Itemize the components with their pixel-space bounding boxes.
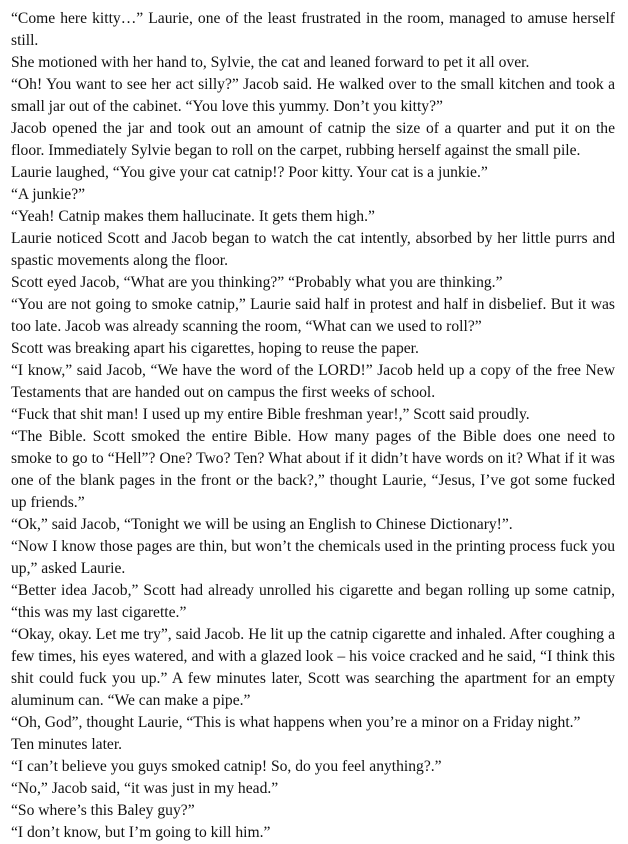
paragraph: “I don’t know, but I’m going to kill him.” <box>11 824 271 841</box>
document-page <box>11 8 615 844</box>
paragraph: “Better idea Jacob,” Scott had already unrolled his cigarette and began rolling up some catnip, “this was my last cigarette.” <box>11 582 615 621</box>
paragraph: She motioned with her hand to, Sylvie, the cat and leaned forward to pet it all over. <box>11 54 530 71</box>
paragraph: “Come here kitty…” Laurie, one of the least frustrated in the room, managed to amuse herself still. <box>11 10 615 49</box>
paragraph: Laurie noticed Scott and Jacob began to watch the cat intently, absorbed by her little purrs and spastic movements along the floor. <box>11 230 615 269</box>
paragraph: “Ok,” said Jacob, “Tonight we will be using an English to Chinese Dictionary!”. <box>11 516 513 533</box>
paragraph: “Now I know those pages are thin, but won’t the chemicals used in the printing process fuck you up,” asked Laurie. <box>11 538 615 577</box>
paragraph: Laurie laughed, “You give your cat catnip!? Poor kitty. Your cat is a junkie.” <box>11 164 488 181</box>
paragraph: “A junkie?” <box>11 186 86 203</box>
paragraph: “The Bible. Scott smoked the entire Bible. How many pages of the Bible does one need to smoke to go to “Hell”? One? Two? Ten? What about if it didn’t have words on it? What if it was one of the blank pages in the front or the back?,” thought Laurie, “Jesus, I’ve got some fucked up friends.” <box>11 428 615 511</box>
paragraph: “I know,” said Jacob, “We have the word of the LORD!” Jacob held up a copy of the free New Testaments that are handed out on campus the first weeks of school. <box>11 362 615 401</box>
paragraph: “I can’t believe you guys smoked catnip! So, do you feel anything?.” <box>11 758 442 775</box>
paragraph: “Okay, okay. Let me try”, said Jacob. He lit up the catnip cigarette and inhaled. After coughing a few times, his eyes watered, and with a glazed look – his voice cracked and he said, “I think this shit could fuck you up.” A few minutes later, Scott was searching the apartment for an empty aluminum can. “We can make a pipe.” <box>11 626 615 709</box>
paragraph: “Yeah! Catnip makes them hallucinate. It gets them high.” <box>11 208 375 225</box>
paragraph: “Oh, God”, thought Laurie, “This is what happens when you’re a minor on a Friday night.” <box>11 714 581 731</box>
paragraph: “No,” Jacob said, “it was just in my head.” <box>11 780 279 797</box>
paragraph: Scott was breaking apart his cigarettes, hoping to reuse the paper. <box>11 340 419 357</box>
paragraph: Jacob opened the jar and took out an amount of catnip the size of a quarter and put it on the floor. Immediately Sylvie began to roll on the carpet, rubbing herself against the small pile. <box>11 120 615 159</box>
paragraph: “Oh! You want to see her act silly?” Jacob said. He walked over to the small kitchen and took a small jar out of the cabinet. “You love this yummy. Don’t you kitty?” <box>11 76 615 115</box>
paragraph: “Fuck that shit man! I used up my entire Bible freshman year!,” Scott said proudly. <box>11 406 530 423</box>
paragraph: “So where’s this Baley guy?” <box>11 802 195 819</box>
paragraph: “You are not going to smoke catnip,” Laurie said half in protest and half in disbelief. But it was too late. Jacob was already scanning the room, “What can we used to roll?” <box>11 296 615 335</box>
paragraph: Ten minutes later. <box>11 736 123 753</box>
paragraph: Scott eyed Jacob, “What are you thinking?” “Probably what you are thinking.” <box>11 274 503 291</box>
